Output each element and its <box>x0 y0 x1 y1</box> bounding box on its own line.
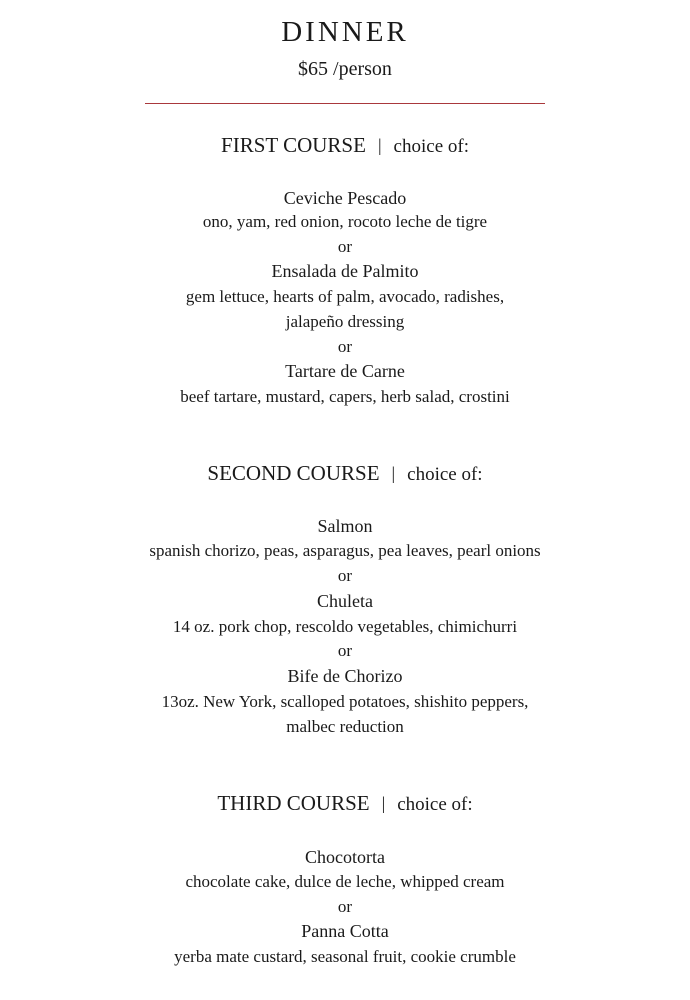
course-heading-first <box>0 131 690 161</box>
course-choice-label: choice of: <box>407 464 483 485</box>
course-separator: | <box>381 793 386 813</box>
course-choice-label: choice of: <box>393 136 469 157</box>
header-divider <box>145 103 545 104</box>
dish-description: chocolate cake, dulce de leche, whipped cream <box>185 872 505 891</box>
menu-title: DINNER <box>281 16 409 48</box>
menu-price: $65 /person <box>298 58 392 80</box>
or-divider: or <box>337 566 353 585</box>
dish-name: Ensalada de Palmito <box>271 261 419 281</box>
or-divider: or <box>337 337 353 356</box>
course-separator: | <box>377 135 382 155</box>
dish-name: Tartare de Carne <box>285 361 405 381</box>
dish-name: Chuleta <box>317 591 373 611</box>
course-name: THIRD COURSE <box>217 791 370 815</box>
dish-description: 13oz. New York, scalloped potatoes, shishito peppers, <box>161 692 529 711</box>
dish-description: gem lettuce, hearts of palm, avocado, radishes, <box>185 287 505 306</box>
dish-description: 14 oz. pork chop, rescoldo vegetables, chimichurri <box>172 617 518 636</box>
or-divider: or <box>337 641 353 660</box>
or-divider: or <box>337 237 353 256</box>
dish-name: Bife de Chorizo <box>287 666 403 686</box>
dish-description: jalapeño dressing <box>285 312 405 331</box>
dish-name: Panna Cotta <box>301 921 389 941</box>
dish-description: beef tartare, mustard, capers, herb salad, crostini <box>180 387 510 406</box>
course-name: FIRST COURSE <box>221 133 366 157</box>
course-separator: | <box>391 463 396 483</box>
dish-description: malbec reduction <box>286 717 404 736</box>
dish-name: Salmon <box>317 516 373 536</box>
dish-name: Chocotorta <box>305 847 385 867</box>
course-choice-label: choice of: <box>397 794 473 815</box>
dish-description: yerba mate custard, seasonal fruit, cookie crumble <box>174 947 516 966</box>
dish-name: Ceviche Pescado <box>283 188 407 208</box>
dish-description: ono, yam, red onion, rocoto leche de tigre <box>202 212 488 231</box>
course-heading-third <box>0 789 690 819</box>
course-heading-second <box>0 459 690 489</box>
course-name: SECOND COURSE <box>207 461 380 485</box>
or-divider: or <box>337 897 353 916</box>
dish-description: spanish chorizo, peas, asparagus, pea leaves, pearl onions <box>149 541 541 560</box>
